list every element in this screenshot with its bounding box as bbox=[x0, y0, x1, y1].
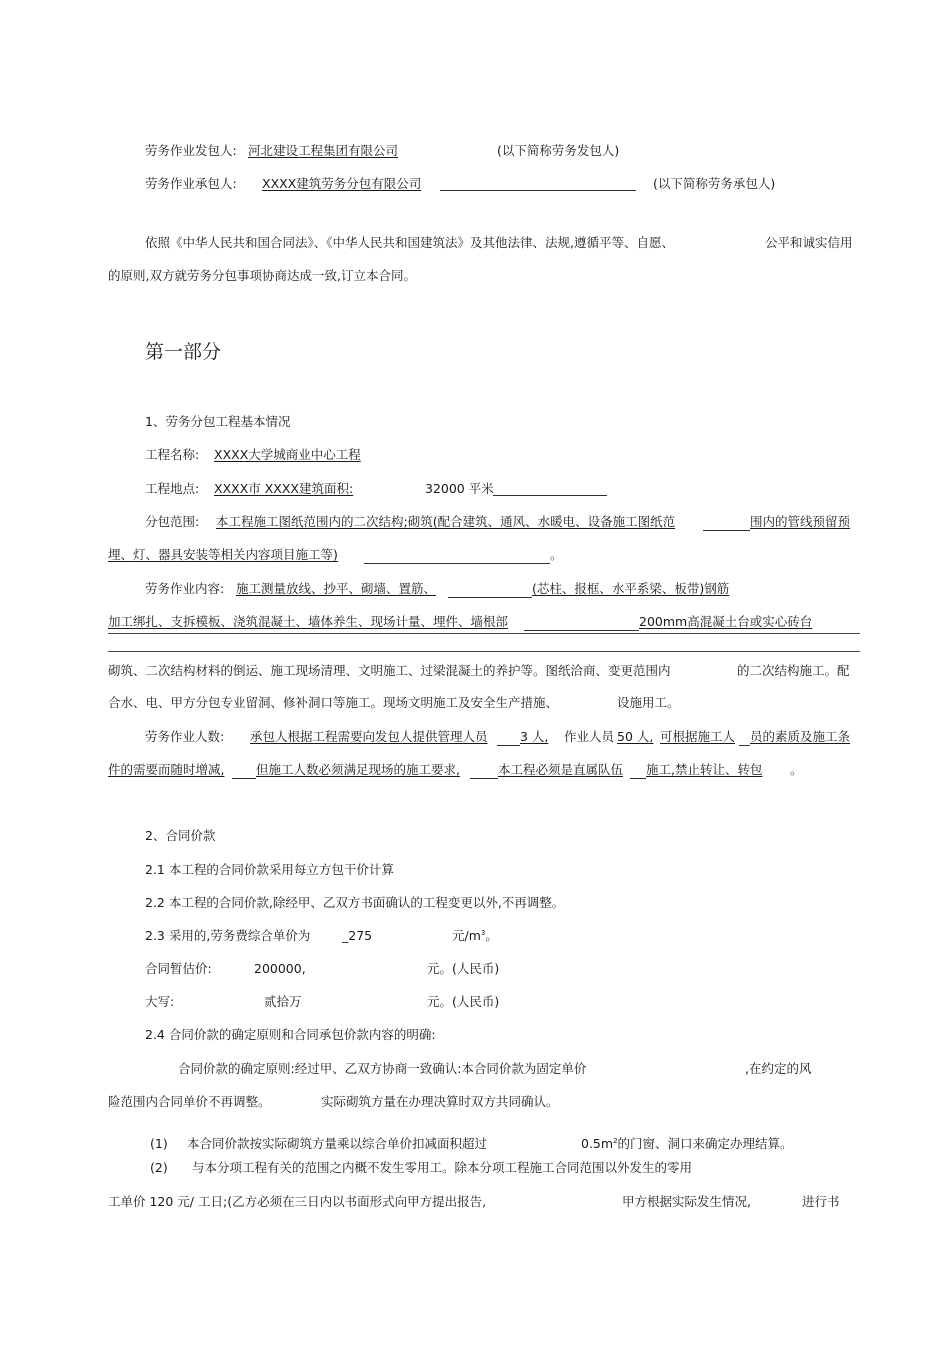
location-label: 工程地点: bbox=[145, 481, 200, 496]
capital-amount-label: 大写: bbox=[145, 994, 175, 1009]
workers-line-2a: 件的需要而随时增减, bbox=[108, 762, 225, 777]
area-value: 32000 平米 bbox=[425, 481, 494, 496]
contractor-label: 劳务作业承包人: bbox=[145, 176, 237, 191]
content-line-1a: 施工测量放线、抄平、砌墙、置筋、 bbox=[236, 581, 437, 596]
content-line-4a: 合水、电、甲方分包专业留洞、修补洞口等施工。现场文明施工及安全生产措施、 bbox=[108, 695, 559, 710]
workers-line-1d: 员的素质及施工条 bbox=[750, 729, 851, 744]
employer-note: (以下简称劳务发包人) bbox=[497, 143, 620, 158]
workers-line-1a: 承包人根据工程需要向发包人提供管理人员 bbox=[250, 729, 488, 744]
content-line-4b: 设施用工。 bbox=[617, 695, 680, 710]
content-line-3a: 砌筑、二次结构材料的倒运、施工现场清理、文明施工、过梁混凝土的养护等。图纸洽商、变更范围内 bbox=[108, 663, 671, 678]
workers-line-2d: 施工,禁止转让、转包 bbox=[646, 762, 763, 777]
principle-line-1a: 合同价款的确定原则:经过甲、乙双方协商一致确认:本合同价款为固定单价 bbox=[178, 1061, 587, 1076]
preamble-line-1b: 公平和诚实信用 bbox=[765, 235, 853, 250]
workers-blank-1 bbox=[497, 745, 520, 746]
employer-name: 河北建设工程集团有限公司 bbox=[248, 143, 399, 158]
clause-1-area bbox=[581, 1136, 793, 1152]
workers-blank-4 bbox=[470, 778, 498, 779]
workers-line-1c: 可根据施工人 bbox=[660, 729, 736, 744]
capital-amount-value: 贰拾万 bbox=[264, 994, 302, 1009]
workers-blank-5 bbox=[630, 778, 646, 779]
unit-price-unit bbox=[452, 928, 498, 944]
workers-line-2-end: 。 bbox=[790, 762, 803, 777]
item-2-2: 2.2 本工程的合同价款,除经甲、乙双方书面确认的工程变更以外,不再调整。 bbox=[145, 895, 565, 910]
workers-line-1b: 作业人员 bbox=[564, 729, 615, 744]
clause-1-text-b: 的门窗、洞口来确定办理结算。 bbox=[617, 1136, 793, 1151]
principle-line-2a: 险范围内合同单价不再调整。 bbox=[108, 1094, 271, 1109]
section1-heading: 1、劳务分包工程基本情况 bbox=[145, 414, 291, 429]
workers-mgr-count: 3 人, bbox=[520, 729, 549, 744]
principle-line-2b: 实际砌筑方量在办理决算时双方共同确认。 bbox=[321, 1094, 559, 1109]
content-line-2b: 200mm高混凝土台或实心砖台 bbox=[639, 614, 813, 629]
last-line-a: 工单价 120 元/ 工日;(乙方必须在三日内以书面形式向甲方提出报告, bbox=[108, 1194, 487, 1209]
part-title: 第一部分 bbox=[145, 341, 222, 363]
scope-line-2-end: 。 bbox=[550, 547, 563, 562]
workers-line-2b: 但施工人数必须满足现场的施工要求, bbox=[256, 762, 460, 777]
scope-line-2-blank bbox=[364, 563, 550, 564]
workers-blank-2 bbox=[739, 745, 750, 746]
clause-1-area-sup: 2 bbox=[613, 1137, 618, 1145]
area-blank-line bbox=[493, 495, 607, 496]
section2-heading: 2、合同价款 bbox=[145, 828, 216, 843]
estimated-price-currency: 元。(人民币) bbox=[427, 961, 500, 976]
content-line-1b: (芯柱、报框、水平系梁、板带)钢筋 bbox=[532, 581, 730, 596]
clause-1-number: (1) bbox=[150, 1136, 168, 1151]
project-name: XXXX大学城商业中心工程 bbox=[214, 447, 361, 462]
content-line-2a: 加工绑扎、支拆模板、浇筑混凝土、墙体养生、现场计量、埋件、墙根部 bbox=[108, 614, 509, 629]
divider-line-1 bbox=[108, 633, 860, 634]
item-2-4: 2.4 合同价款的确定原则和合同承包价款内容的明确: bbox=[145, 1027, 436, 1042]
scope-underline-gap bbox=[703, 530, 750, 531]
scope-line-1: 本工程施工图纸范围内的二次结构;砌筑(配合建筑、通风、水暖电、设备施工图纸范 bbox=[216, 514, 676, 529]
principle-line-1b: ,在约定的风 bbox=[745, 1061, 812, 1076]
content-line-3b: 的二次结构施工。配 bbox=[737, 663, 850, 678]
content-line-1-blank bbox=[448, 597, 532, 598]
workers-blank-3 bbox=[232, 778, 256, 779]
workers-line-2c: 本工程必须是直属队伍 bbox=[498, 762, 624, 777]
scope-label: 分包范围: bbox=[145, 514, 200, 529]
last-line-c: 进行书 bbox=[802, 1194, 840, 1209]
contractor-name: XXXX建筑劳务分包有限公司 bbox=[262, 176, 422, 191]
scope-line-2: 埋、灯、器具安装等相关内容项目施工等) bbox=[108, 547, 338, 562]
preamble-line-2: 的原则,双方就劳务分包事项协商达成一致,订立本合同。 bbox=[108, 268, 416, 283]
clause-1-text-a: 本合同价款按实际砌筑方量乘以综合单价扣减面积超过 bbox=[187, 1136, 488, 1151]
item-2-1: 2.1 本工程的合同价款采用每立方包干价计算 bbox=[145, 862, 394, 877]
item-2-3-label: 2.3 采用的,劳务费综合单价为 bbox=[145, 928, 311, 943]
divider-line-2 bbox=[108, 651, 860, 652]
unit-price: _275 bbox=[342, 928, 373, 943]
project-name-label: 工程名称: bbox=[145, 447, 200, 462]
clause-2-number: (2) bbox=[150, 1160, 168, 1175]
content-line-2-blank bbox=[524, 630, 639, 631]
unit-end: 。 bbox=[485, 928, 498, 943]
last-line-b: 甲方根据实际发生情况, bbox=[622, 1194, 751, 1209]
clause-1-area-value: 0.5m bbox=[581, 1136, 614, 1151]
unit-text: 元/m bbox=[452, 928, 481, 943]
workers-count: 50 人, bbox=[617, 729, 654, 744]
unit-superscript: 3 bbox=[480, 929, 486, 937]
estimated-price-value: 200000, bbox=[254, 961, 306, 976]
employer-label: 劳务作业发包人: bbox=[145, 143, 237, 158]
capital-amount-currency: 元。(人民币) bbox=[427, 994, 500, 1009]
workers-label: 劳务作业人数: bbox=[145, 729, 225, 744]
contractor-blank-line bbox=[440, 190, 636, 191]
preamble-line-1a: 依照《中华人民共和国合同法》、《中华人民共和国建筑法》及其他法律、法规,遵循平等、自愿、 bbox=[145, 235, 674, 250]
contractor-note: (以下简称劳务承包人) bbox=[653, 176, 776, 191]
location-value: XXXX市 XXXX建筑面积: bbox=[214, 481, 354, 496]
estimated-price-label: 合同暂估价: bbox=[145, 961, 212, 976]
content-label: 劳务作业内容: bbox=[145, 581, 225, 596]
scope-line-1b: 围内的管线预留预 bbox=[750, 514, 851, 529]
clause-2-text: 与本分项工程有关的范围之内概不发生零用工。除本分项工程施工合同范围以外发生的零用 bbox=[192, 1160, 693, 1175]
